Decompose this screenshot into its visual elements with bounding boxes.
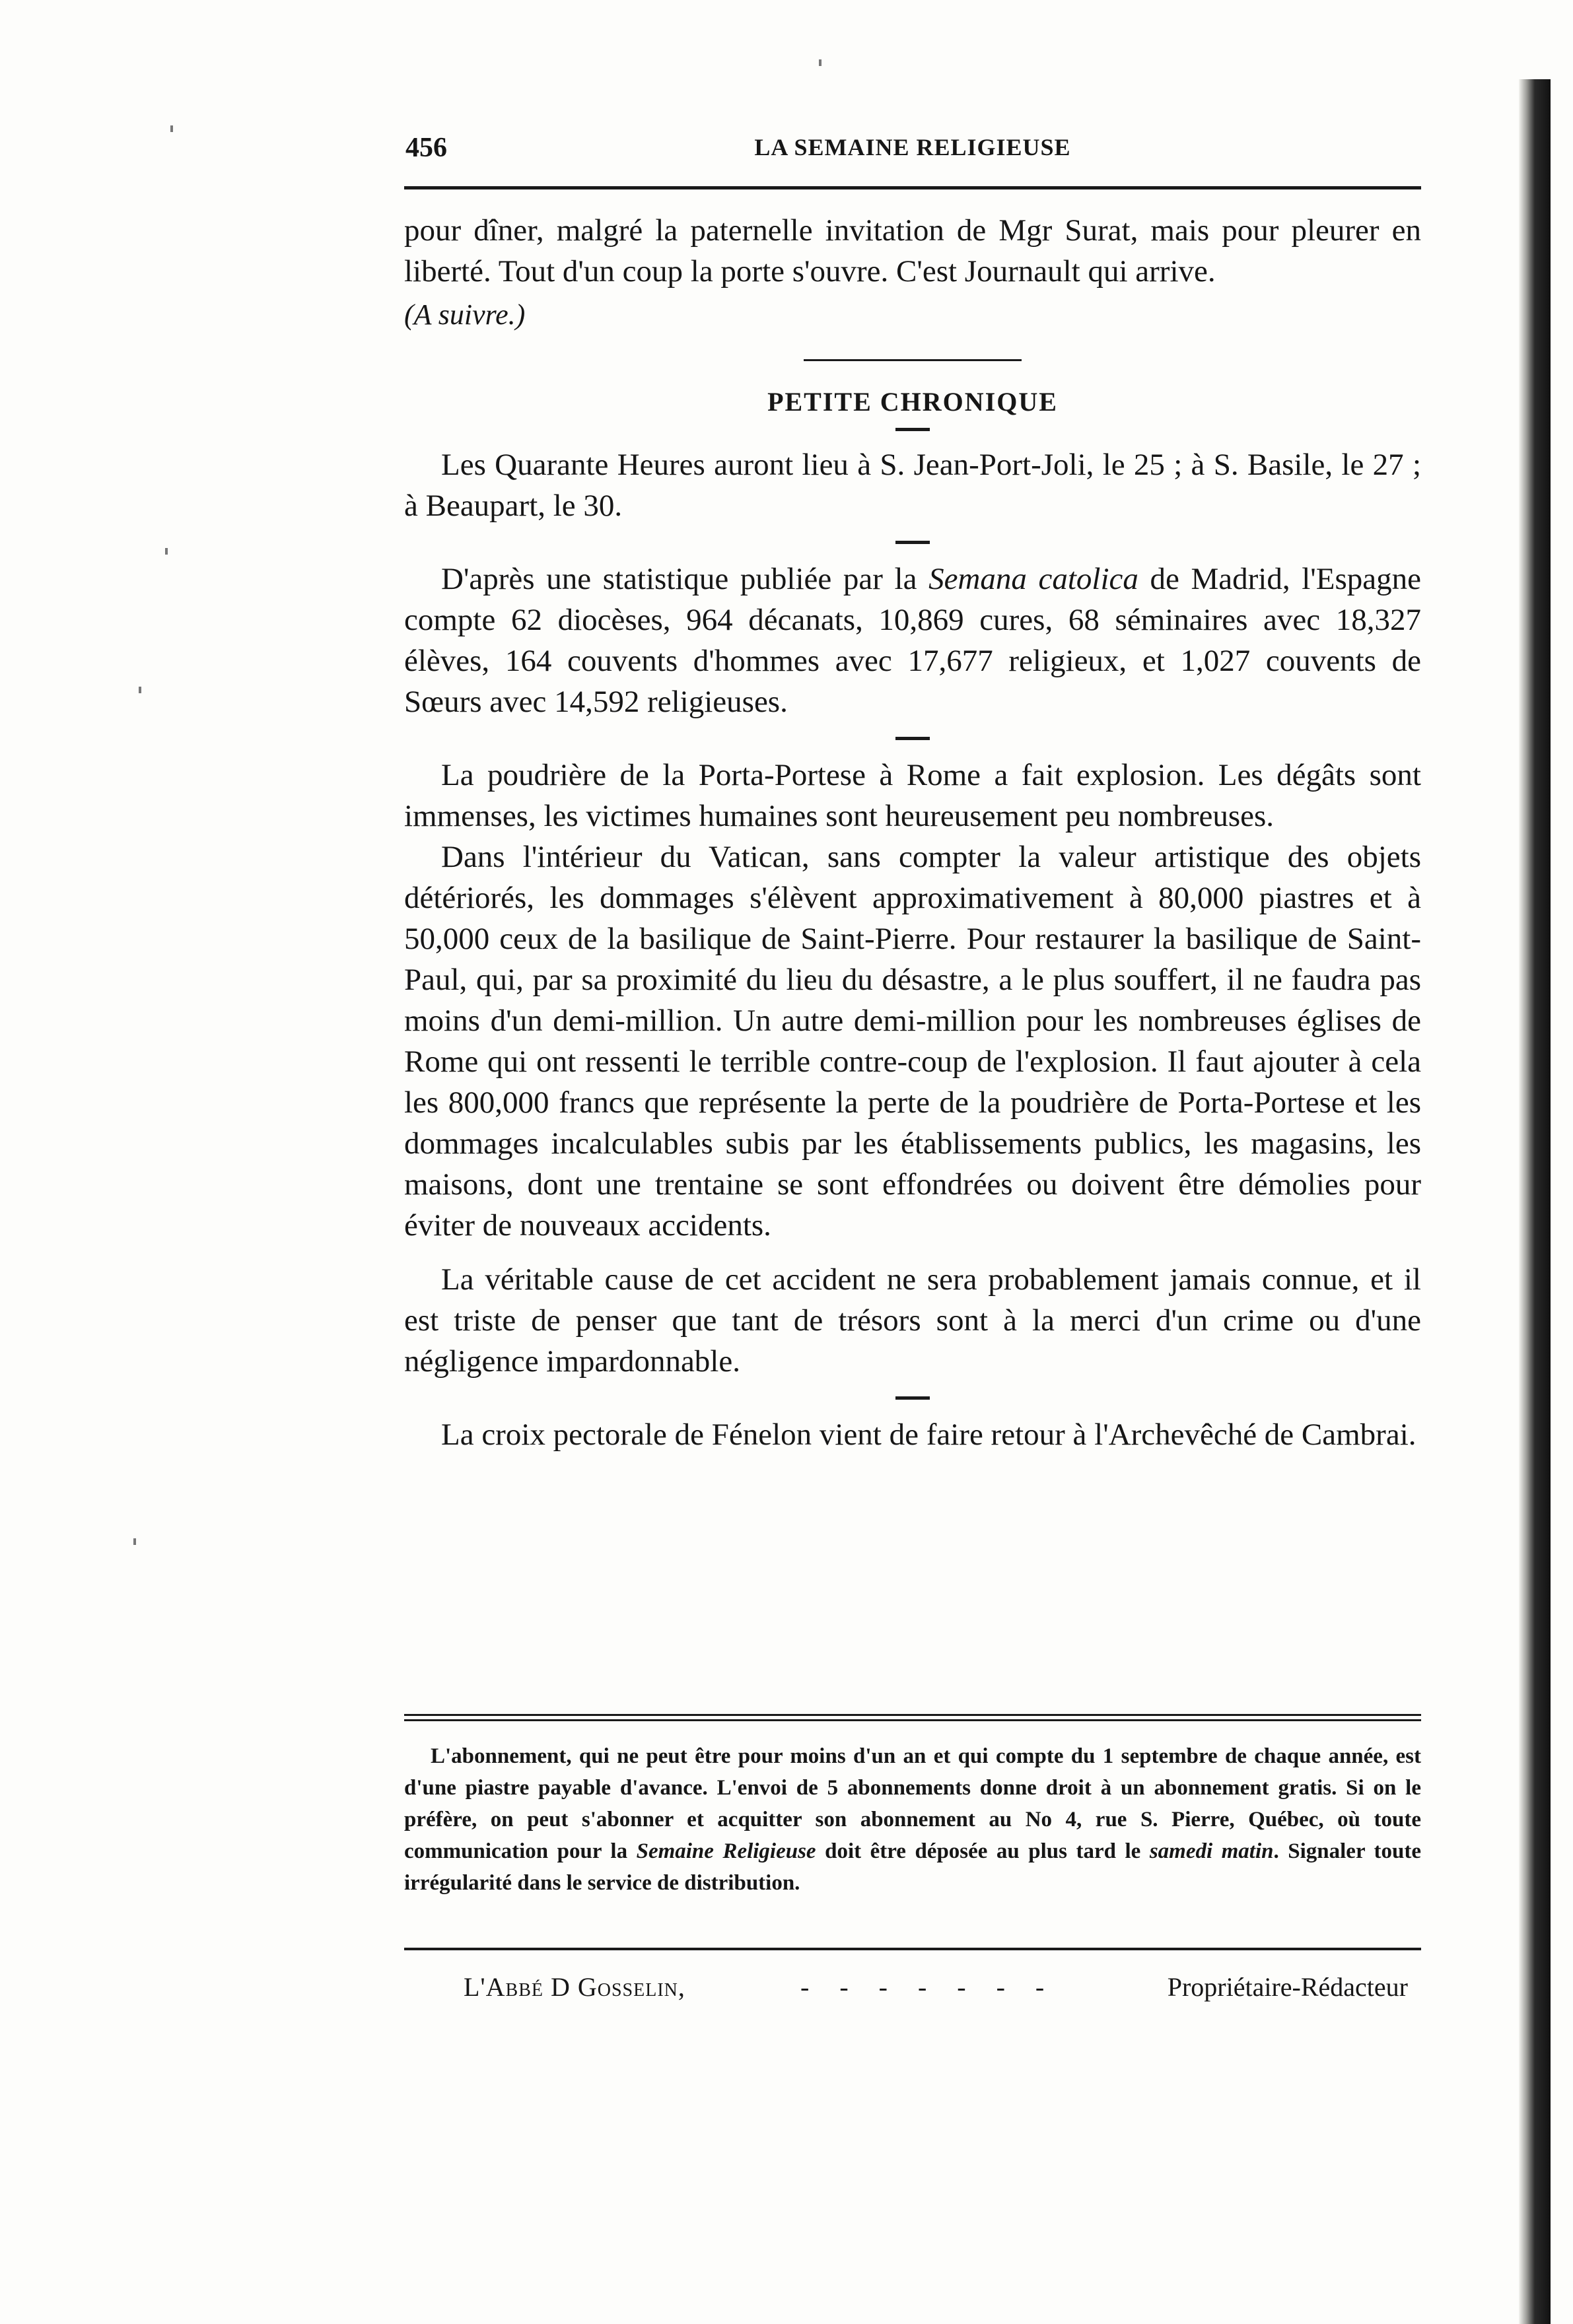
page-number: 456 bbox=[405, 133, 447, 163]
paragraph-cause: La véritable cause de cet accident ne sera probablement jamais connue, et il est triste de penser que tant de trésors sont à la merci d'un crime ou d'une négligence impardonnable. bbox=[404, 1262, 1421, 1379]
paragraph-vatican: Dans l'intérieur du Vatican, sans compter la valeur artistique des objets détériorés, les dommages s'élèvent approximativement à 80,000 piastres et à 50,000 ceux de la basilique de Saint-Pierre. Pour restaurer la basilique de Saint-Paul, qui, par sa proximité du lieu du désastre, a le plus souffert, il ne faudra pas moins d'un demi-million. Un autre demi-million pour les nombreuses églises de Rome qui ont ressenti le terrible contre-coup de l'explosion. Il faut ajouter à cela les 800,000 francs que représente la perte de la poudrière de Porta-Portese et les dommages incalculables subis par les établissements publics, les magasins, les maisons, dont une trentaine se sont effondrées ou doivent être démolies pour éviter de nouveaux accidents. bbox=[404, 840, 1421, 1243]
paragraph-poudriere: La poudrière de la Porta-Portese à Rome a fait explosion. Les dégâts sont immenses, les victimes humaines sont heureusement peu nombreuses. bbox=[404, 758, 1421, 833]
page-edge-shadow bbox=[1519, 79, 1551, 2324]
dash-divider bbox=[895, 737, 930, 740]
text-run: doit être déposée au plus tard le bbox=[816, 1839, 1150, 1863]
italic-title: Semaine Religieuse bbox=[636, 1839, 816, 1863]
spacer bbox=[404, 1246, 1421, 1259]
document-page bbox=[404, 0, 1421, 2324]
header-rule bbox=[404, 186, 1421, 189]
article-body bbox=[404, 210, 1421, 1455]
text-run: . Signaler toute irrégularité dans le service de distribution. bbox=[404, 1839, 1421, 1895]
paragraph-continued: pour dîner, malgré la paternelle invitation de Mgr Surat, mais pour pleurer en liberté. Tout d'un coup la porte s'ouvre. C'est Journault qui arrive. bbox=[404, 213, 1421, 289]
paragraph-statistique bbox=[404, 559, 1421, 722]
leader-dashes: - - - - - - - bbox=[800, 1972, 1057, 2002]
text-run: L'abonnement, qui ne peut être pour moins d'un an et qui compte du 1 septembre de chaque année, est d'une piastre payable d'avance. L'envoi de 5 abonnements donne droit à un abonnement gratis. Si on le préfère, on peut s'abonner et acquitter son abonnement au No 4, rue S. Pierre, Québec, où toute communication pour la bbox=[404, 1744, 1421, 1863]
editor-name: L'Abbé D Gosselin, bbox=[464, 1972, 685, 2002]
to-be-continued: (A suivre.) bbox=[404, 298, 526, 331]
margin-speck bbox=[165, 548, 168, 555]
italic-title: Semana catolica bbox=[928, 562, 1138, 596]
dash-divider bbox=[895, 1396, 930, 1400]
dash-divider bbox=[895, 541, 930, 544]
subscription-notice bbox=[404, 1740, 1421, 1899]
paragraph-quarante-heures: Les Quarante Heures auront lieu à S. Jean-Port-Joli, le 25 ; à S. Basile, le 27 ; à Beaupart, le 30. bbox=[404, 448, 1421, 523]
bottom-rule bbox=[404, 1948, 1421, 1950]
editor-role: Propriétaire-Rédacteur bbox=[1167, 1972, 1408, 2002]
text-run: D'après une statistique publiée par la bbox=[441, 562, 929, 596]
margin-speck bbox=[133, 1538, 136, 1545]
margin-speck bbox=[170, 125, 173, 132]
dash-divider bbox=[895, 428, 930, 431]
section-divider bbox=[804, 359, 1022, 361]
footer-double-rule bbox=[404, 1714, 1421, 1721]
running-title: LA SEMAINE RELIGIEUSE bbox=[754, 134, 1071, 160]
margin-speck bbox=[139, 687, 141, 693]
section-title: PETITE CHRONIQUE bbox=[767, 387, 1058, 417]
paragraph-croix: La croix pectorale de Fénelon vient de faire retour à l'Archevêché de Cambrai. bbox=[441, 1418, 1416, 1452]
page-header bbox=[404, 132, 1421, 172]
text-run: de Madrid, l'Espagne compte 62 diocèses, 964 décanats, 10,869 cures, 68 séminaires avec 18,327 élèves, 164 couvents d'hommes avec 17,677 religieux, et 1,027 couvents de Sœurs avec 14,592 religieuses. bbox=[404, 562, 1421, 719]
italic-text: samedi matin bbox=[1149, 1839, 1274, 1863]
